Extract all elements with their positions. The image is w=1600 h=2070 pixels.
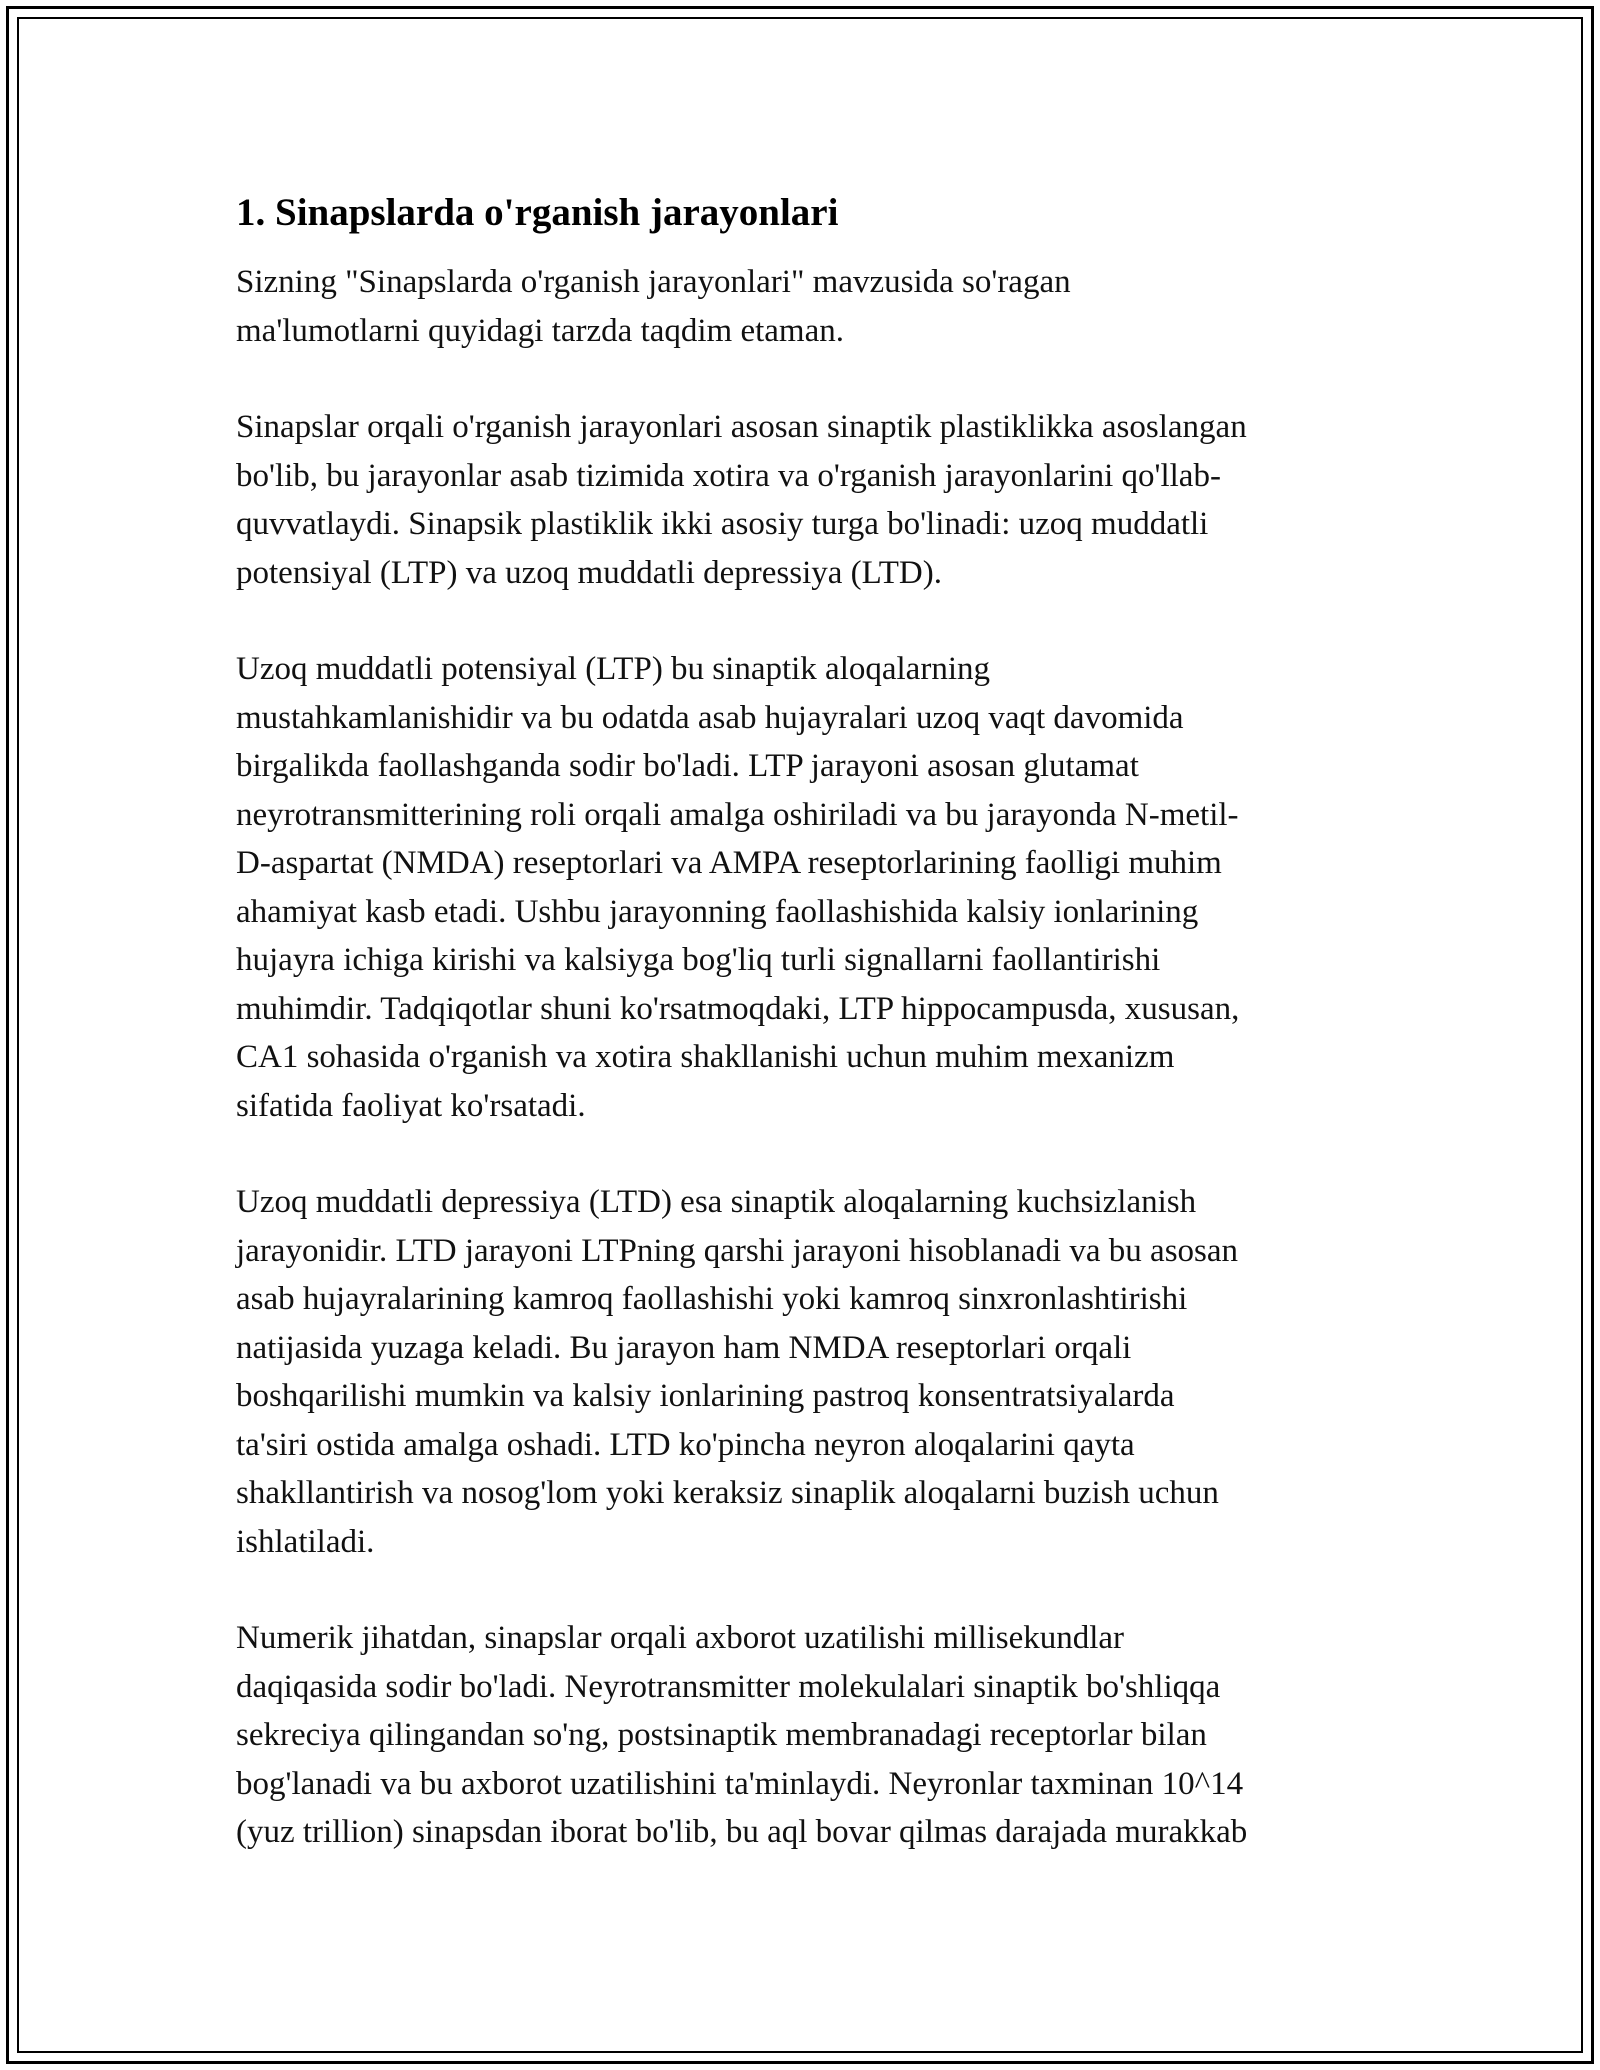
text-line: potensiyal (LTP) va uzoq muddatli depressiya (LTD).	[236, 554, 943, 591]
text-line: quvvatlaydi. Sinapsik plastiklik ikki asosiy turga bo'linadi: uzoq muddatli	[236, 506, 1209, 542]
paragraph-plasticity	[236, 403, 1386, 597]
text-line: neyrotransmitterining roli orqali amalga oshiriladi va bu jarayonda N-metil-	[236, 796, 1239, 833]
text-line: sifatida faoliyat ko'rsatadi.	[236, 1087, 586, 1124]
paragraph-numeric	[236, 1614, 1386, 1857]
text-line: shakllantirish va nosog'lom yoki keraksiz sinaplik aloqalarni buzish uchun	[236, 1475, 1219, 1511]
paragraph-intro	[236, 258, 1386, 355]
section-heading: 1. Sinapslarda o'rganish jarayonlari	[236, 191, 839, 234]
text-line: CA1 sohasida o'rganish va xotira shakllanishi uchun muhim mexanizm	[236, 1039, 1175, 1075]
text-line: bo'lib, bu jarayonlar asab tizimida xotira va o'rganish jarayonlarini qo'llab-	[236, 457, 1221, 494]
paragraph-ltp	[236, 645, 1386, 1130]
text-line: ma'lumotlarni quyidagi tarzda taqdim etaman.	[236, 312, 845, 349]
document-body	[236, 186, 1386, 1905]
text-line: birgalikda faollashganda sodir bo'ladi. LTP jarayoni asosan glutamat	[236, 748, 1139, 784]
text-line: bog'lanadi va bu axborot uzatilishini ta'minlaydi. Neyronlar taxminan 10^14	[236, 1765, 1244, 1802]
text-line: Uzoq muddatli potensiyal (LTP) bu sinaptik aloqalarning	[236, 651, 990, 687]
text-line: muhimdir. Tadqiqotlar shuni ko'rsatmoqdaki, LTP hippocampusda, xususan,	[236, 990, 1240, 1027]
text-line: D-aspartat (NMDA) reseptorlari va AMPA reseptorlarining faolligi muhim	[236, 845, 1222, 881]
text-line: hujayra ichiga kirishi va kalsiyga bog'liq turli signallarni faollantirishi	[236, 942, 1161, 978]
text-line: (yuz trillion) sinapsdan iborat bo'lib, bu aql bovar qilmas darajada murakkab	[236, 1814, 1248, 1850]
text-line: natijasida yuzaga keladi. Bu jarayon ham NMDA reseptorlari orqali	[236, 1329, 1132, 1366]
text-line: ishlatiladi.	[236, 1523, 375, 1560]
text-line: Sinapslar orqali o'rganish jarayonlari asosan sinaptik plastiklikka asoslangan	[236, 409, 1247, 445]
text-line: Numerik jihatdan, sinapslar orqali axborot uzatilishi millisekundlar	[236, 1620, 1125, 1656]
text-line: ta'siri ostida amalga oshadi. LTD ko'pincha neyron aloqalarini qayta	[236, 1426, 1135, 1463]
text-line: sekreciya qilingandan so'ng, postsinaptik membranadagi receptorlar bilan	[236, 1717, 1207, 1753]
text-line: daqiqasida sodir bo'ladi. Neyrotransmitter molekulalari sinaptik bo'shliqqa	[236, 1668, 1221, 1705]
text-line: boshqarilishi mumkin va kalsiy ionlarining pastroq konsentratsiyalarda	[236, 1378, 1175, 1414]
paragraph-ltd	[236, 1178, 1386, 1566]
text-line: jarayonidir. LTD jarayoni LTPning qarshi jarayoni hisoblanadi va bu asosan	[236, 1232, 1239, 1269]
text-line: mustahkamlanishidir va bu odatda asab hujayralari uzoq vaqt davomida	[236, 699, 1184, 736]
text-line: Uzoq muddatli depressiya (LTD) esa sinaptik aloqalarning kuchsizlanish	[236, 1184, 1197, 1220]
text-line: asab hujayralarining kamroq faollashishi yoki kamroq sinxronlashtirishi	[236, 1281, 1188, 1317]
text-line: Sizning "Sinapslarda o'rganish jarayonlari" mavzusida so'ragan	[236, 264, 1071, 300]
text-line: ahamiyat kasb etadi. Ushbu jarayonning faollashishida kalsiy ionlarining	[236, 893, 1199, 930]
